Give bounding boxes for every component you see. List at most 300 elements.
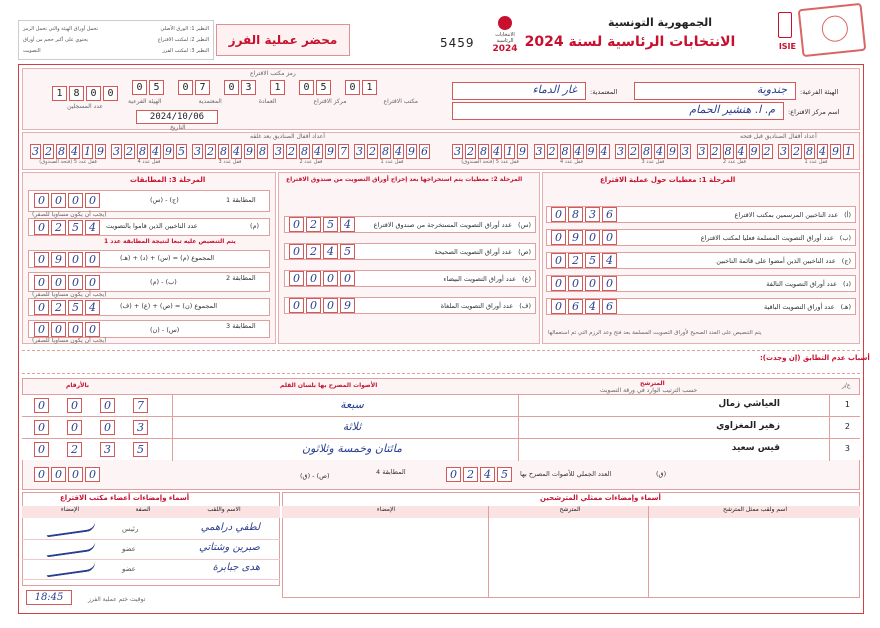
note-2: النظير 2: لمكتب الاقتراع [157,37,209,43]
sum-m-digit[interactable]: 0 [68,252,83,267]
candidate-digit[interactable]: 0 [34,420,49,435]
match3-value [34,322,100,337]
seal-digit[interactable]: 8 [220,145,227,158]
copies-note [18,20,214,60]
seal-digit[interactable]: 2 [793,145,800,158]
stage1-title: المرحلة 1: معطيات حول عملية الاقتراع [600,176,736,184]
stage2-row-code: (ع) [522,274,531,283]
isie-logo-icon [748,12,796,52]
seal-digit[interactable]: 3 [113,145,120,158]
seal-digit[interactable]: 8 [301,145,308,158]
sublabel-regional: الهيئة الفرعية [128,98,162,105]
date-field[interactable]: 2024/10/06 [136,110,218,124]
note-3: النظير 3: لمكتب الفرز [162,48,209,54]
total-digit[interactable]: 4 [480,467,495,482]
match2-digit[interactable]: 0 [51,275,66,290]
candidate-number: 3 [844,444,850,453]
reps-divider-2 [488,506,489,598]
delegation-value[interactable]: غار الدماء [452,82,586,100]
seal-digit[interactable]: 4 [600,145,608,158]
seal-digit[interactable]: 3 [617,145,624,158]
seal-digit[interactable]: 8 [724,145,732,158]
seal-digit[interactable]: 9 [327,145,334,158]
stage1-digit[interactable]: 3 [585,207,600,222]
stage2-title: المرحلة 2: معطيات يتم استخراجها بعد إخراج أوراق التصويت من صندوق الاقتراع [286,176,523,183]
stage1-digit[interactable]: 8 [568,207,583,222]
voters-digit[interactable]: 2 [51,220,66,235]
stage1-row [546,275,856,292]
voters-digit[interactable]: 5 [68,220,83,235]
seal-right-3 [615,144,691,165]
code-digit: 7 [195,80,210,95]
stage2-digit[interactable]: 5 [323,217,338,232]
seal-digit[interactable]: 3 [454,145,461,158]
candidate-digit[interactable]: 0 [67,420,82,435]
sublabel-delegation: المعتمدية [198,98,222,105]
stage1-digit[interactable]: 0 [551,207,566,222]
candidate-rows [22,394,860,460]
seal-digit[interactable]: 9 [165,145,172,158]
form-number: 5459 [440,36,475,50]
seal-sublabel: قفل عدد 2 [723,159,746,165]
voters-digit[interactable]: 4 [85,220,100,235]
seal-digit[interactable]: 7 [340,145,347,158]
total-digit[interactable]: 2 [463,467,478,482]
stage2-digit[interactable]: 2 [306,217,321,232]
seal-digit[interactable]: 4 [574,145,582,158]
match2-digit[interactable]: 0 [68,275,83,290]
seal-left-3 [192,144,268,165]
total-code: (ق) [656,470,667,478]
stage2-digit[interactable]: 9 [340,298,355,313]
office-header [22,506,280,518]
match1-formula: (ج) - (س) [150,196,179,204]
col-no: ع/ر [842,382,851,389]
reps-header [282,506,860,518]
elections-title: الانتخابات الرئاسية لسنة 2024 [524,34,736,50]
code-digit: 0 [178,80,193,95]
stage2-digit[interactable]: 0 [306,271,321,286]
seal-digit[interactable]: 2 [467,145,474,158]
stage2-digit[interactable]: 0 [289,298,304,313]
stage3-title: المرحلة 3: المطابقات [130,176,206,184]
stage1-digit[interactable]: 9 [568,230,583,245]
stage1-row-code: (د) [843,279,851,288]
regional-label: الهيئة الفرعية: [800,88,839,96]
col-divider [518,395,519,417]
match1-digit[interactable]: 0 [51,193,66,208]
candidate-digit[interactable]: 3 [133,420,148,435]
code-digit: 0 [345,80,360,95]
candidate-digit[interactable]: 0 [34,442,49,457]
sum-m-label: المجموع (م) = (س) + (د) + (هـ) [120,254,215,262]
seal-digit[interactable]: 2 [45,145,52,158]
stage2-digit[interactable]: 4 [340,217,355,232]
code-digit: 0 [299,80,314,95]
seal-right-4 [697,144,773,165]
isie-text: ISIE [778,42,796,51]
form-title-banner [216,24,350,56]
match2-label: المطابقة 2 [226,274,256,282]
member-name[interactable]: لطفي دراهمي [200,522,260,533]
member-row [22,560,280,580]
stage1-row-label: عدد الناخبين الذين أمضوا على قائمة الناخبين [716,256,836,265]
seal-digit[interactable]: 9 [587,145,595,158]
seal-left-2 [111,144,187,165]
stage2-digit[interactable]: 0 [289,217,304,232]
header [0,0,880,64]
candidate-votes-words[interactable]: ثلاثة [342,420,362,433]
seal-digit[interactable]: 9 [750,145,758,158]
match3-hint: (يجب أن يكون مساويا للصفر) [32,337,107,344]
republic-title: الجمهورية التونسية [607,16,713,29]
candidate-votes-digits [34,442,148,457]
stage1-digit[interactable]: 6 [568,299,583,314]
stage1-digit[interactable]: 0 [568,276,583,291]
seal-digit[interactable]: 8 [382,145,389,158]
seal-digit[interactable]: 4 [493,145,500,158]
match2-value [34,275,100,290]
match1-digit[interactable]: 0 [85,193,100,208]
candidate-number: 1 [844,400,850,409]
stage1-digit[interactable]: 0 [585,276,600,291]
seal-digit[interactable]: 4 [819,145,826,158]
stage2-digit[interactable]: 4 [323,244,338,259]
seal-digit[interactable]: 2 [207,145,214,158]
col-digits: بالأرقام [66,382,90,389]
seal-digit[interactable]: 4 [71,145,78,158]
code-digit: 1 [270,80,285,95]
candidate-row [22,438,860,460]
seal-digit[interactable]: 8 [139,145,146,158]
seal-digit[interactable]: 4 [395,145,402,158]
sum-n-value [34,300,100,315]
seal-digit[interactable]: 8 [58,145,65,158]
seal-digit[interactable]: 2 [548,145,556,158]
match1-hint: (يجب أن يكون مساويا للصفر) [32,211,107,218]
seal-digit[interactable]: 9 [669,145,676,158]
seal-sublabel: قفل عدد 3 [218,159,242,165]
stage1-row-code: (ج) [841,256,851,265]
office-col-signature: الإمضاء [60,506,80,513]
match2-formula: (ب) - (م) [150,278,177,286]
match1-label: المطابقة 1 [226,196,256,204]
seal-digit[interactable]: 3 [32,145,39,158]
candidate-votes-digits [34,398,148,413]
stage2-digit[interactable]: 0 [289,271,304,286]
candidate-name: زهير المغزاوي [716,421,780,431]
seal-left-1 [30,144,106,165]
sum-m-digit[interactable]: 0 [34,252,49,267]
col-divider [172,417,173,439]
candidate-name: العياشي زمال [718,399,780,409]
match4-digit[interactable]: 0 [68,467,83,482]
stage2-digit[interactable]: 0 [323,298,338,313]
seal-digit[interactable]: 4 [656,145,663,158]
end-time-label: توقيت ختم عملية الفرز [88,596,146,603]
center-value[interactable]: م. ا. هنشير الحمام [452,102,784,120]
candidate-row [22,394,860,416]
seal-digit[interactable]: 6 [421,145,428,158]
logo-text: الانتخابات الرئاسية [495,32,515,44]
seal-digit[interactable]: 1 [845,145,852,158]
candidate-digit[interactable]: 0 [34,398,49,413]
candidate-digit[interactable]: 5 [133,442,148,457]
seal-digit[interactable]: 9 [519,145,526,158]
regional-value[interactable]: جندوبة [634,82,796,100]
stage1-row-code: (أ) [844,210,851,219]
member-row [22,520,280,540]
seal-digit[interactable]: 8 [643,145,650,158]
seal-digit[interactable]: 3 [535,145,543,158]
stage1-digit[interactable]: 0 [551,253,566,268]
stage1-row-label: عدد الناخبين المرسمين بمكتب الاقتراع [734,210,839,219]
match3-digit[interactable]: 0 [34,322,49,337]
total-digit[interactable]: 0 [446,467,461,482]
seals-after [30,144,430,165]
match3-digit[interactable]: 0 [51,322,66,337]
seal-digit[interactable]: 2 [630,145,637,158]
registered-digit: 8 [69,86,84,101]
signature-scribble-icon [46,541,97,558]
stage2-digit[interactable]: 0 [323,271,338,286]
sublabel-office: مكتب الاقتراع [383,98,418,105]
logo-year: 2024 [492,44,518,54]
member-name[interactable]: صبرين وشتاتي [199,542,260,553]
match4-digit[interactable]: 0 [34,467,49,482]
seal-sublabel: قفل عدد 5 (فتحة الصندوق) [461,159,519,165]
seal-digit[interactable]: 2 [711,145,719,158]
sum-n-digit[interactable]: 0 [34,300,49,315]
stage1-digit[interactable]: 4 [585,299,600,314]
seals-before-label: أعداد أقفال الصناديق قبل فتحه [740,133,817,140]
office-members [22,520,280,580]
stage2-digit[interactable]: 0 [340,271,355,286]
stage2-row [284,216,536,233]
seal-digit[interactable]: 3 [194,145,201,158]
seal-digit[interactable]: 3 [356,145,363,158]
match4-value [34,467,100,482]
stage1-row-label: عدد أوراق التصويت الباقية [764,302,835,311]
stage1-row [546,229,856,246]
registered-digit: 0 [86,86,101,101]
sublabel-imada: العمادة [258,98,277,105]
candidate-digit[interactable]: 0 [100,398,115,413]
stage1-digit[interactable]: 0 [602,276,617,291]
signature-scribble-icon [46,521,97,538]
form-title: محضر عملية الفرز [228,33,338,47]
registered-digit: 0 [103,86,118,101]
voters-value [34,220,100,235]
voters-digit[interactable]: 0 [34,220,49,235]
candidate-digit[interactable]: 0 [100,420,115,435]
stage1-row-label: عدد أوراق التصويت التالفة [766,279,838,288]
total-digit[interactable]: 5 [497,467,512,482]
stage2-row-code: (س) [517,220,531,229]
member-row [22,540,280,560]
official-stamp-icon [798,3,867,57]
seal-digit[interactable]: 1 [84,145,91,158]
col-divider [518,439,519,461]
stage2-rows [284,216,536,324]
sum-n-digit[interactable]: 4 [85,300,100,315]
note-1: النظير 1: الورق الأصلي [160,26,209,32]
seal-digit[interactable]: 4 [233,145,240,158]
presidential-logo-icon [488,16,522,60]
stage2-row [284,297,536,314]
match3-formula: (س) - (ن) [150,326,180,334]
match4-label: المطابقة 4 [376,468,406,476]
stage1-row [546,298,856,315]
seal-sublabel: قفل عدد 4 [137,159,161,165]
end-time [26,590,72,605]
seal-digit[interactable]: 4 [737,145,745,158]
registered-digit: 1 [52,86,67,101]
seal-digit[interactable]: 3 [275,145,282,158]
code-digit: 0 [132,80,147,95]
candidate-digit[interactable]: 7 [133,398,148,413]
stage1-digit[interactable]: 5 [585,253,600,268]
stage1-row [546,206,856,223]
code-digit: 1 [362,80,377,95]
seal-digit[interactable]: 4 [314,145,321,158]
office-code-sublabels [128,98,418,105]
seal-sublabel: قفل عدد 1 [380,159,404,165]
stage1-digit[interactable]: 0 [551,230,566,245]
seal-sublabel: قفل عدد 2 [299,159,323,165]
seal-sublabel: قفل عدد 1 [804,159,828,165]
col-divider [172,395,173,417]
match4-digit[interactable]: 0 [85,467,100,482]
seal-digit[interactable]: 4 [152,145,159,158]
center-label: اسم مركز الاقتراع: [788,108,840,116]
member-role: رئيس [122,525,139,533]
stage1-digit[interactable]: 6 [602,299,617,314]
seal-digit[interactable]: 8 [480,145,487,158]
stage2-digit[interactable]: 5 [340,244,355,259]
total-value [446,467,512,482]
signature-scribble-icon [46,561,97,578]
stage1-digit[interactable]: 0 [551,299,566,314]
registered-count [52,86,118,110]
stage1-row [546,252,856,269]
stage2-digit[interactable]: 0 [289,244,304,259]
seal-left-5 [354,144,430,165]
registered-label: عدد المسجلين [67,103,103,110]
stage2-row-label: عدد أوراق التصويت المستخرجة من صندوق الاقتراع [373,220,512,229]
candidate-row [22,416,860,438]
sum-m-digit[interactable]: 9 [51,252,66,267]
match4-digit[interactable]: 0 [51,467,66,482]
sublabel-center: مركز الاقتراع [313,98,347,105]
seal-digit[interactable]: 9 [97,145,104,158]
seal-digit[interactable]: 5 [178,145,185,158]
stage1-digit[interactable]: 2 [568,253,583,268]
note-right-1: تحمل أوراق الهيئة والتي تحمل الرمز [23,26,99,32]
match2-digit[interactable]: 0 [34,275,49,290]
seal-digit[interactable]: 2 [763,145,771,158]
seal-digit[interactable]: 9 [832,145,839,158]
seal-sublabel: قفل عدد 4 [560,159,583,165]
match3-digit[interactable]: 0 [68,322,83,337]
reps-col-signature: الإمضاء [376,506,396,513]
seal-digit[interactable]: 3 [780,145,787,158]
col-divider [172,439,173,461]
note-right-3: التصويت [23,48,41,54]
sum-n-digit[interactable]: 5 [68,300,83,315]
seal-digit[interactable]: 2 [126,145,133,158]
match2-hint: (يجب أن يكون مساويا للصفر) [32,291,107,298]
seal-digit[interactable]: 9 [408,145,415,158]
end-time-field[interactable]: 18:45 [26,590,72,605]
mismatch-row [22,350,860,374]
match1-digit[interactable]: 0 [34,193,49,208]
seal-digit[interactable]: 8 [806,145,813,158]
candidate-digit[interactable]: 3 [100,442,115,457]
seal-digit[interactable]: 8 [259,145,266,158]
candidate-votes-words[interactable]: مائتان وخمسة وثلاثون [302,442,402,455]
seal-digit[interactable]: 2 [369,145,376,158]
match1-digit[interactable]: 0 [68,193,83,208]
candidate-digit[interactable]: 0 [67,398,82,413]
seal-digit[interactable]: 9 [246,145,253,158]
stage2-row-code: (ف) [519,301,531,310]
seals-before [452,144,854,165]
delegation-label: المعتمدية: [590,88,618,96]
stage2-row-label: عدد أوراق التصويت الصحيحة [434,247,513,256]
candidate-digit[interactable]: 2 [67,442,82,457]
match2-digit[interactable]: 0 [85,275,100,290]
member-name[interactable]: هدى جبابرة [212,562,260,573]
seal-digit[interactable]: 3 [698,145,706,158]
col-name: المترشح [640,380,665,387]
voters-label: عدد الناخبين الذين قاموا بالتصويت [106,222,198,230]
stage1-digit[interactable]: 4 [602,253,617,268]
match3-digit[interactable]: 0 [85,322,100,337]
sum-m-digit[interactable]: 0 [85,252,100,267]
seal-left-4 [273,144,349,165]
stage1-digit[interactable]: 0 [585,230,600,245]
stage1-digit[interactable]: 0 [602,230,617,245]
seal-digit[interactable]: 8 [561,145,569,158]
stage2-row [284,243,536,260]
candidate-votes-digits [34,420,148,435]
seal-digit[interactable]: 3 [682,145,689,158]
seal-right-1 [452,144,528,165]
code-digit: 5 [149,80,164,95]
date-label: التاريخ [170,124,186,131]
stage1-digit[interactable]: 0 [551,276,566,291]
match4-formula: (ص) - (ق) [300,472,330,480]
office-col-name: الاسم واللقب [207,506,241,513]
candidate-votes-words[interactable]: سبعة [340,398,364,411]
sum-n-digit[interactable]: 2 [51,300,66,315]
reps-title: أسماء وإمضاءات ممثلي المترشحين [540,494,661,502]
candidate-name: قيس سعيد [731,443,780,453]
seal-digit[interactable]: 2 [288,145,295,158]
total-label: العدد الجملي للأصوات المصرح بها [520,470,612,478]
stage1-rows [546,206,856,321]
seal-digit[interactable]: 1 [506,145,513,158]
stage1-row-code: (هـ) [840,302,851,311]
code-digit: 0 [224,80,239,95]
office-col-role: الصفة [135,506,151,513]
seal-sublabel: قفل عدد 3 [641,159,665,165]
stage2-digit[interactable]: 0 [306,298,321,313]
stage2-digit[interactable]: 2 [306,244,321,259]
col-divider [829,395,830,417]
stage1-digit[interactable]: 6 [602,207,617,222]
